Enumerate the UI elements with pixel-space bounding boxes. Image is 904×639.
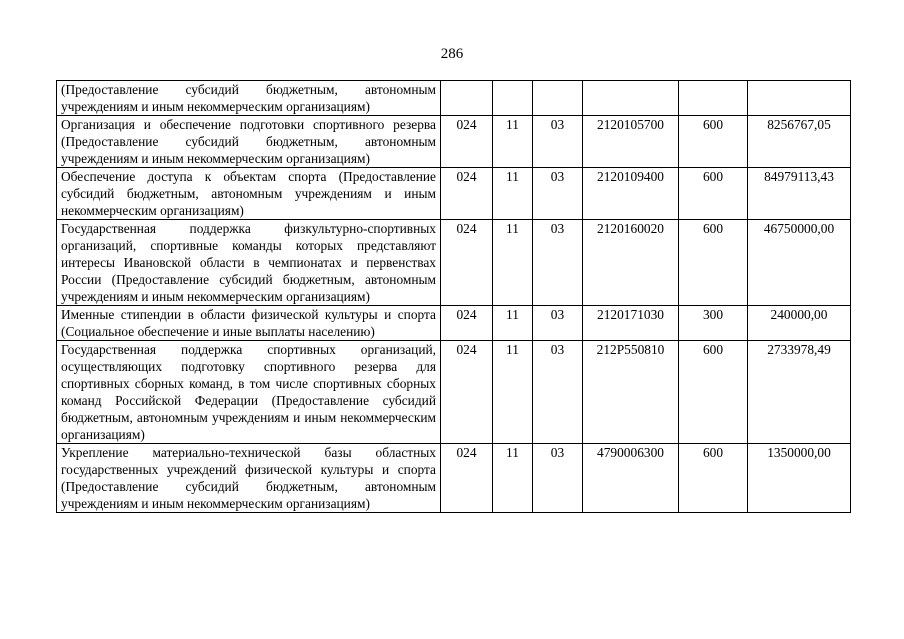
section-code-cell: 11	[493, 220, 533, 306]
expense-name-cell: Государственная поддержка физкультурно-спортивных организаций, спортивные команды которых представляют интересы Ивановской области в чемпионатах и первенствах России (Предоставление субсидий бюджетным, автономным учреждениям и иным некоммерческим организациям)	[57, 220, 441, 306]
subsection-code-cell: 03	[533, 306, 583, 341]
expense-name-cell: Именные стипендии в области физической культуры и спорта (Социальное обеспечение и иные выплаты населению)	[57, 306, 441, 341]
section-code-cell	[493, 81, 533, 116]
target-article-cell: 4790006300	[583, 444, 679, 513]
section-code-cell: 11	[493, 116, 533, 168]
admin-code-cell: 024	[441, 168, 493, 220]
expense-type-cell: 600	[679, 341, 748, 444]
amount-cell	[748, 81, 851, 116]
admin-code-cell	[441, 81, 493, 116]
amount-cell: 84979113,43	[748, 168, 851, 220]
amount-cell: 46750000,00	[748, 220, 851, 306]
target-article-cell: 212P550810	[583, 341, 679, 444]
table-row	[57, 168, 851, 220]
subsection-code-cell	[533, 81, 583, 116]
budget-table	[56, 80, 851, 513]
expense-type-cell: 600	[679, 220, 748, 306]
expense-name-cell: (Предоставление субсидий бюджетным, автономным учреждениям и иным некоммерческим организациям)	[57, 81, 441, 116]
table-row	[57, 81, 851, 116]
expense-name-cell: Укрепление материально-технической базы областных государственных учреждений физической культуры и спорта (Предоставление субсидий бюджетным, автономным учреждениям и иным некоммерческим организациям)	[57, 444, 441, 513]
subsection-code-cell: 03	[533, 168, 583, 220]
table-row	[57, 444, 851, 513]
amount-cell: 1350000,00	[748, 444, 851, 513]
target-article-cell: 2120171030	[583, 306, 679, 341]
expense-type-cell	[679, 81, 748, 116]
admin-code-cell: 024	[441, 444, 493, 513]
subsection-code-cell: 03	[533, 444, 583, 513]
target-article-cell: 2120109400	[583, 168, 679, 220]
target-article-cell	[583, 81, 679, 116]
expense-name-cell: Государственная поддержка спортивных организаций, осуществляющих подготовку спортивного резерва для спортивных сборных команд, в том числе спортивных сборных команд Российской Федерации (Предоставление субсидий бюджетным, автономным учреждениям и иным некоммерческим организациям)	[57, 341, 441, 444]
target-article-cell: 2120105700	[583, 116, 679, 168]
admin-code-cell: 024	[441, 306, 493, 341]
amount-cell: 8256767,05	[748, 116, 851, 168]
admin-code-cell: 024	[441, 220, 493, 306]
section-code-cell: 11	[493, 306, 533, 341]
admin-code-cell: 024	[441, 341, 493, 444]
section-code-cell: 11	[493, 168, 533, 220]
section-code-cell: 11	[493, 341, 533, 444]
subsection-code-cell: 03	[533, 220, 583, 306]
table-row	[57, 341, 851, 444]
section-code-cell: 11	[493, 444, 533, 513]
admin-code-cell: 024	[441, 116, 493, 168]
table-body	[57, 81, 851, 513]
target-article-cell: 2120160020	[583, 220, 679, 306]
table-row	[57, 220, 851, 306]
subsection-code-cell: 03	[533, 341, 583, 444]
expense-name-cell: Обеспечение доступа к объектам спорта (Предоставление субсидий бюджетным, автономным учреждениям и иным некоммерческим организациям)	[57, 168, 441, 220]
table-row	[57, 306, 851, 341]
expense-name-cell: Организация и обеспечение подготовки спортивного резерва (Предоставление субсидий бюджетным, автономным учреждениям и иным некоммерческим организациям)	[57, 116, 441, 168]
expense-type-cell: 300	[679, 306, 748, 341]
amount-cell: 240000,00	[748, 306, 851, 341]
page-number: 286	[440, 46, 464, 62]
expense-type-cell: 600	[679, 444, 748, 513]
amount-cell: 2733978,49	[748, 341, 851, 444]
table-row	[57, 116, 851, 168]
subsection-code-cell: 03	[533, 116, 583, 168]
expense-type-cell: 600	[679, 168, 748, 220]
expense-type-cell: 600	[679, 116, 748, 168]
